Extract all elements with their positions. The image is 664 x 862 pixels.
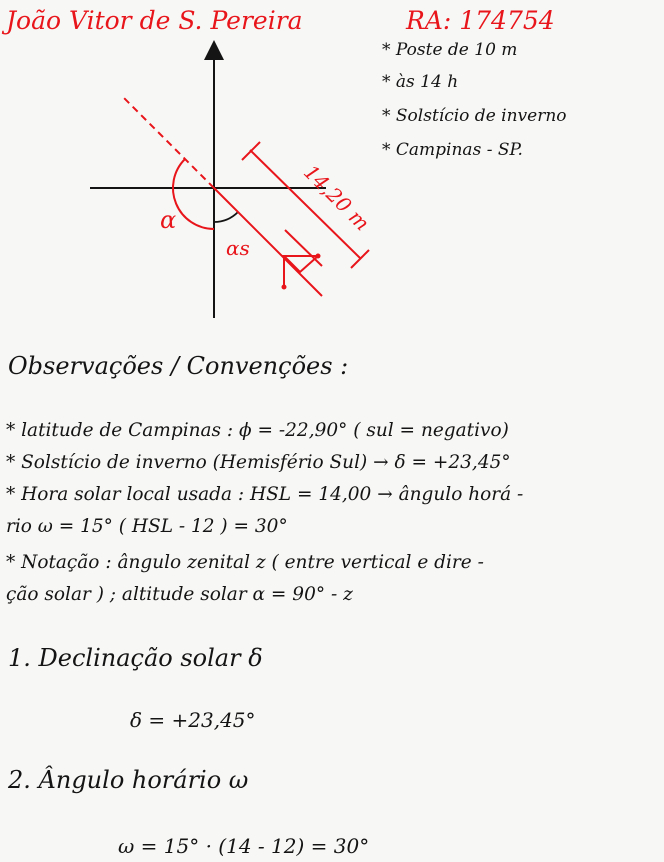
section-2-heading: 2. Ângulo horário ω bbox=[8, 766, 249, 794]
section-1-heading: 1. Declinação solar δ bbox=[8, 644, 263, 672]
observation-line-6: ção solar ) ; altitude solar α = 90° - z bbox=[6, 584, 353, 605]
alpha-s-label: αs bbox=[226, 236, 250, 260]
sun-ray-dashed bbox=[122, 96, 214, 188]
alpha-arc bbox=[173, 159, 214, 229]
observation-line-3: * Hora solar local usada : HSL = 14,00 → ângulo horá - bbox=[6, 484, 524, 505]
ray-line-lower bbox=[285, 230, 322, 266]
note-pole-height: * Poste de 10 m bbox=[382, 40, 518, 60]
alpha-s-arc bbox=[214, 212, 238, 222]
note-location: * Campinas - SP. bbox=[382, 140, 523, 160]
observation-line-4: rio ω = 15° ( HSL - 12 ) = 30° bbox=[6, 516, 288, 537]
pole-base-point bbox=[282, 285, 287, 290]
observation-line-5: * Notação : ângulo zenital z ( entre vertical e dire - bbox=[6, 552, 484, 573]
observations-heading: Observações / Convenções : bbox=[8, 352, 349, 380]
shadow-length-label: 14,20 m bbox=[299, 160, 375, 236]
note-solstice: * Solstício de inverno bbox=[382, 106, 567, 126]
alpha-label: α bbox=[160, 206, 177, 234]
observation-line-2: * Solstício de inverno (Hemisfério Sul) → δ = +23,45° bbox=[6, 452, 511, 473]
author-name: João Vitor de S. Pereira bbox=[6, 6, 303, 35]
student-ra: RA: 174754 bbox=[406, 6, 555, 35]
shadow-tip-point bbox=[316, 254, 321, 259]
observation-line-1: * latitude de Campinas : ϕ = -22,90° ( sul = negativo) bbox=[6, 420, 509, 441]
note-time: * às 14 h bbox=[382, 72, 459, 92]
section-2-equation: ω = 15° · (14 - 12) = 30° bbox=[118, 834, 370, 858]
section-1-equation: δ = +23,45° bbox=[130, 708, 256, 732]
